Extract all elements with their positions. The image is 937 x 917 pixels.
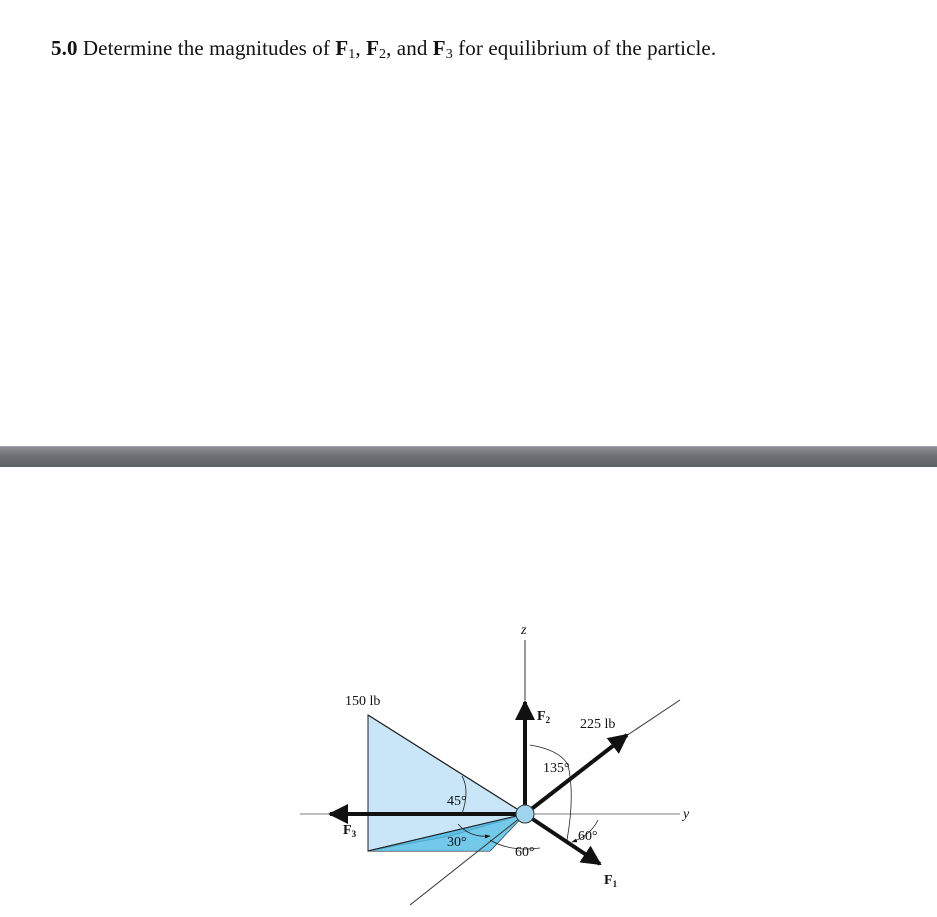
problem-text-2: ,: [355, 36, 367, 60]
f3-subscript: 3: [445, 47, 453, 62]
f3-symbol: F: [432, 36, 446, 60]
particle: [516, 805, 534, 823]
label-y-axis: y: [683, 807, 690, 822]
label-150lb: 150 lb: [345, 694, 381, 709]
label-f1: $F_1$: [604, 873, 618, 889]
label-z-axis: z: [521, 623, 527, 638]
problem-text-3: , and: [386, 36, 433, 60]
f1-symbol: F: [335, 36, 349, 60]
problem-text-1: Determine the magnitudes of: [77, 36, 336, 60]
axis-225-extension: [620, 700, 680, 740]
label-225lb: 225 lb: [580, 717, 616, 732]
label-f3: $F_3$: [343, 823, 357, 839]
label-angle-60-lower: 60°: [515, 845, 535, 860]
label-angle-135: 135°: [543, 761, 570, 776]
label-angle-30: 30°: [447, 835, 467, 850]
label-angle-60-right: 60°: [578, 829, 598, 844]
f2-symbol: F: [366, 36, 379, 60]
f2-subscript: 2: [379, 47, 387, 62]
problem-number: 5.0: [51, 36, 78, 60]
label-f2: $F_2$: [537, 709, 551, 725]
f1-subscript: 1: [348, 47, 356, 62]
label-angle-45: 45°: [447, 794, 467, 809]
problem-text-4: for equilibrium of the particle.: [452, 36, 717, 60]
